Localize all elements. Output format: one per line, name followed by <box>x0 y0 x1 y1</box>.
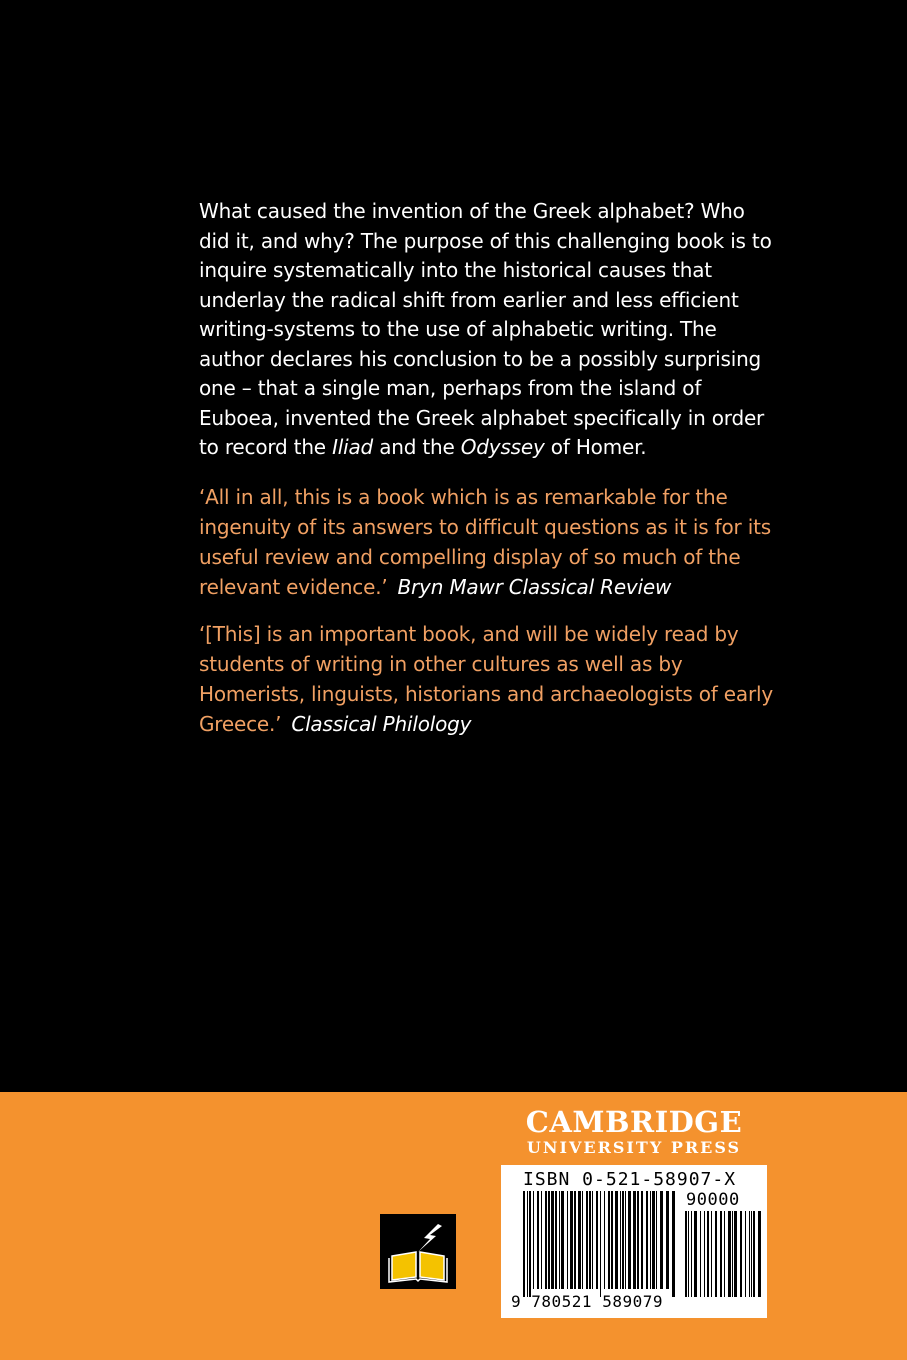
addon-bar <box>734 1211 737 1297</box>
review-quote-1 <box>199 482 779 602</box>
review-quote-2 <box>199 619 779 739</box>
addon-bar <box>720 1211 722 1297</box>
addon-bar <box>728 1211 731 1297</box>
addon-bars <box>685 1211 761 1297</box>
barcode-bar <box>672 1191 675 1297</box>
barcode-bar <box>586 1191 588 1289</box>
blurb-segment: of Homer. <box>544 435 647 459</box>
review-quote-1-source: Bryn Mawr Classical Review <box>397 575 672 599</box>
barcode-bar <box>545 1191 547 1289</box>
barcode-bar <box>578 1191 581 1289</box>
barcode-bar <box>637 1191 639 1289</box>
barcode-bar <box>592 1191 593 1289</box>
addon-bar <box>688 1211 689 1297</box>
barcode-bar <box>646 1191 648 1289</box>
barcode-bar <box>622 1191 624 1289</box>
addon-bar <box>745 1211 746 1297</box>
publisher-name <box>518 1106 750 1158</box>
barcode-bar <box>582 1191 583 1289</box>
addon-bar <box>715 1211 717 1297</box>
blurb-segment: Odyssey <box>460 435 545 459</box>
addon-bar <box>694 1211 697 1297</box>
open-book-lightning-icon <box>380 1214 456 1289</box>
barcode-bar <box>523 1191 525 1297</box>
barcode-bar <box>656 1191 657 1289</box>
barcode-bar <box>596 1191 598 1289</box>
addon-bar <box>711 1211 712 1297</box>
review-quote-1-text: ‘All in all, this is a book which is as remarkable for the ingenuity of its answers to difficult questions as it is for its useful review and compelling display of so much of the relevant evidence.’ <box>199 485 771 599</box>
barcode-bar <box>574 1191 576 1289</box>
barcode-bar <box>625 1191 626 1289</box>
blurb-segment: What caused the invention of the Greek alphabet? Who did it, and why? The purpose of this challenging book is to inquire systematically into the historical causes that underlay the radical shift from earlier and less efficient writing-systems to the use of alphabetic writing. The author declares his conclusion to be a possibly surprising one – that a single man, perhaps from the island of Euboea, invented the Greek alphabet specifically in order to record the <box>199 199 772 459</box>
ean-number: 9 780521 589079 <box>511 1292 663 1311</box>
barcode-bar <box>666 1191 669 1289</box>
blurb-segment: and the <box>373 435 461 459</box>
addon-bar <box>724 1211 725 1297</box>
ean-bars <box>523 1191 675 1297</box>
barcode-bar <box>611 1191 613 1289</box>
barcode-bar <box>559 1191 560 1289</box>
addon-bar <box>740 1211 742 1297</box>
barcode <box>501 1165 767 1318</box>
barcode-bar <box>660 1191 663 1289</box>
review-quote-2-text: ‘[This] is an important book, and will be widely read by students of writing in other cultures as well as by Homerists, linguists, historians and archaeologists of early Greece.’ <box>199 622 773 736</box>
barcode-bar <box>551 1191 554 1289</box>
barcode-bar <box>527 1191 528 1297</box>
barcode-bar <box>567 1191 568 1289</box>
barcode-bar <box>608 1191 610 1289</box>
barcode-bar <box>561 1191 564 1289</box>
addon-bar <box>732 1211 733 1297</box>
price-code: 90000 <box>686 1190 740 1210</box>
addon-bar <box>749 1211 750 1297</box>
barcode-bar <box>652 1191 655 1289</box>
addon-bar <box>691 1211 692 1297</box>
blurb-segment: Iliad <box>332 435 374 459</box>
barcode-bar <box>529 1191 531 1297</box>
addon-bar <box>751 1211 752 1297</box>
barcode-bar <box>570 1191 573 1289</box>
barcode-bar <box>604 1191 605 1289</box>
publisher-line-1: CAMBRIDGE <box>525 1105 743 1139</box>
barcode-bar <box>541 1191 542 1289</box>
barcode-bar <box>533 1191 534 1289</box>
review-quote-2-source: Classical Philology <box>291 712 472 736</box>
barcode-bar <box>537 1191 539 1289</box>
barcode-bar <box>633 1191 636 1289</box>
addon-bar <box>685 1211 687 1297</box>
barcode-bar <box>620 1191 621 1289</box>
barcode-bar <box>600 1191 601 1297</box>
addon-bar <box>704 1211 705 1297</box>
barcode-bar <box>628 1191 631 1289</box>
barcode-bar <box>555 1191 557 1289</box>
addon-bar <box>707 1211 709 1297</box>
isbn-number: ISBN 0-521-58907-X <box>523 1169 737 1190</box>
barcode-bar <box>615 1191 618 1289</box>
barcode-bar <box>650 1191 651 1289</box>
barcode-bar <box>548 1191 550 1289</box>
book-description <box>199 197 779 463</box>
addon-bar <box>700 1211 701 1297</box>
barcode-bar <box>641 1191 643 1289</box>
addon-bar <box>758 1211 761 1297</box>
addon-bar <box>753 1211 755 1297</box>
barcode-bar <box>589 1191 591 1289</box>
publisher-line-2: UNIVERSITY PRESS <box>526 1138 742 1157</box>
